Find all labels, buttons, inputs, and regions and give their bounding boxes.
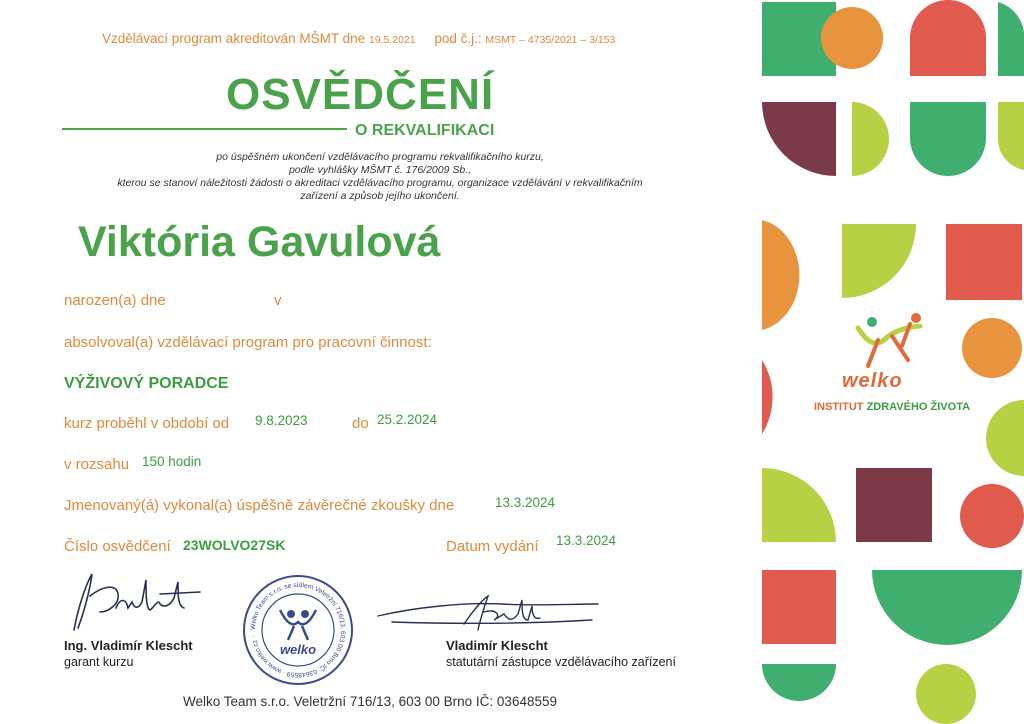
welko-logo-icon bbox=[858, 313, 921, 366]
ref-number: MSMT – 4735/2021 – 3/153 bbox=[485, 34, 616, 46]
deco-shape bbox=[910, 102, 986, 176]
institute-word: INSTITUT bbox=[814, 401, 864, 413]
signature-guarantor bbox=[60, 568, 210, 640]
cert-number: 23WOLVO27SK bbox=[183, 537, 286, 553]
deco-shape bbox=[986, 400, 1024, 476]
certificate-title: OSVĚDČENÍ bbox=[226, 70, 495, 119]
deco-shape bbox=[762, 664, 836, 701]
deco-shape bbox=[762, 220, 799, 330]
deco-shape bbox=[856, 468, 932, 542]
signature-statutory bbox=[372, 590, 602, 638]
deco-shape bbox=[762, 102, 836, 176]
stamp-ring-text: Welko Team s.r.o. se sídlem Veletržní 716/13, 603 00 Brno IČ: 03648559 · www.welko.cz · bbox=[249, 581, 347, 679]
birth-place-label: v bbox=[274, 292, 282, 309]
stamp-figure-icon bbox=[287, 610, 295, 618]
legal-line: podle vyhlášky MŠMT č. 176/2009 Sb., bbox=[288, 164, 472, 176]
legal-line: po úspěšném ukončení vzdělávacího programu rekvalifikačního kurzu, bbox=[216, 151, 544, 163]
accreditation-text: Vzdělávací program akreditován MŠMT dne bbox=[102, 31, 366, 46]
ref-label: pod č.j.: bbox=[434, 31, 482, 46]
institute-subtitle: ZDRAVÉHO ŽIVOTA bbox=[866, 401, 971, 413]
deco-shape bbox=[762, 570, 836, 644]
period-to-label: do bbox=[352, 415, 369, 432]
company-stamp bbox=[242, 574, 354, 686]
signature-2-role: statutární zástupce vzdělávacího zařízení bbox=[446, 655, 676, 669]
recipient-name: Viktória Gavulová bbox=[78, 218, 441, 266]
issue-date: 13.3.2024 bbox=[556, 533, 617, 548]
deco-shape bbox=[762, 468, 836, 542]
deco-shape bbox=[762, 360, 773, 434]
legal-line: kterou se stanoví náležitosti žádosti o akreditaci vzdělávacího programu, organizace vzdělávání v rekvalifikačním bbox=[117, 177, 643, 189]
cert-number-label: Číslo osvědčení bbox=[64, 538, 171, 555]
program-label: absolvoval(a) vzdělávací program pro pracovní činnost: bbox=[64, 334, 432, 351]
accreditation-line bbox=[102, 31, 615, 46]
welko-brand: welko bbox=[842, 370, 903, 392]
deco-shape bbox=[946, 224, 1022, 300]
decorative-pattern bbox=[760, 0, 1024, 724]
scope-value: 150 hodin bbox=[142, 454, 202, 469]
deco-shape bbox=[910, 0, 986, 76]
birth-label: narozen(a) dne bbox=[64, 292, 166, 309]
period-from: 9.8.2023 bbox=[255, 413, 308, 428]
deco-shape bbox=[852, 102, 889, 176]
deco-shape bbox=[962, 318, 1022, 378]
period-to: 25.2.2024 bbox=[377, 412, 438, 427]
institute-name bbox=[814, 401, 970, 413]
exam-date: 13.3.2024 bbox=[495, 495, 556, 510]
deco-shape bbox=[842, 224, 916, 298]
stamp-logo-text: welko bbox=[279, 642, 317, 657]
signature-2-name: Vladimír Klescht bbox=[446, 638, 548, 653]
legal-line: zařízení a způsob jejího ukončení. bbox=[300, 190, 460, 202]
program-name: VÝŽIVOVÝ PORADCE bbox=[64, 375, 229, 392]
deco-shape bbox=[998, 102, 1024, 170]
footer-address: Welko Team s.r.o. Veletržní 716/13, 603 00 Brno IČ: 03648559 bbox=[183, 694, 557, 709]
deco-shape bbox=[916, 664, 976, 724]
scope-label: v rozsahu bbox=[64, 456, 130, 473]
title-divider bbox=[62, 128, 347, 130]
deco-shape bbox=[821, 7, 883, 69]
period-label: kurz proběhl v období od bbox=[64, 415, 230, 432]
deco-shape bbox=[998, 2, 1024, 76]
signature-1-name: Ing. Vladimír Klescht bbox=[64, 638, 193, 653]
legal-text bbox=[40, 151, 720, 203]
signature-1-role: garant kurzu bbox=[64, 655, 134, 669]
deco-shape bbox=[960, 484, 1024, 548]
accreditation-date: 19.5.2021 bbox=[368, 34, 416, 46]
issue-date-label: Datum vydání bbox=[446, 538, 539, 555]
exam-label: Jmenovaný(á) vykonal(a) úspěšně závěrečné zkoušky dne bbox=[64, 497, 455, 514]
certificate-subtitle: O REKVALIFIKACI bbox=[355, 122, 495, 139]
deco-shape bbox=[872, 570, 1022, 645]
